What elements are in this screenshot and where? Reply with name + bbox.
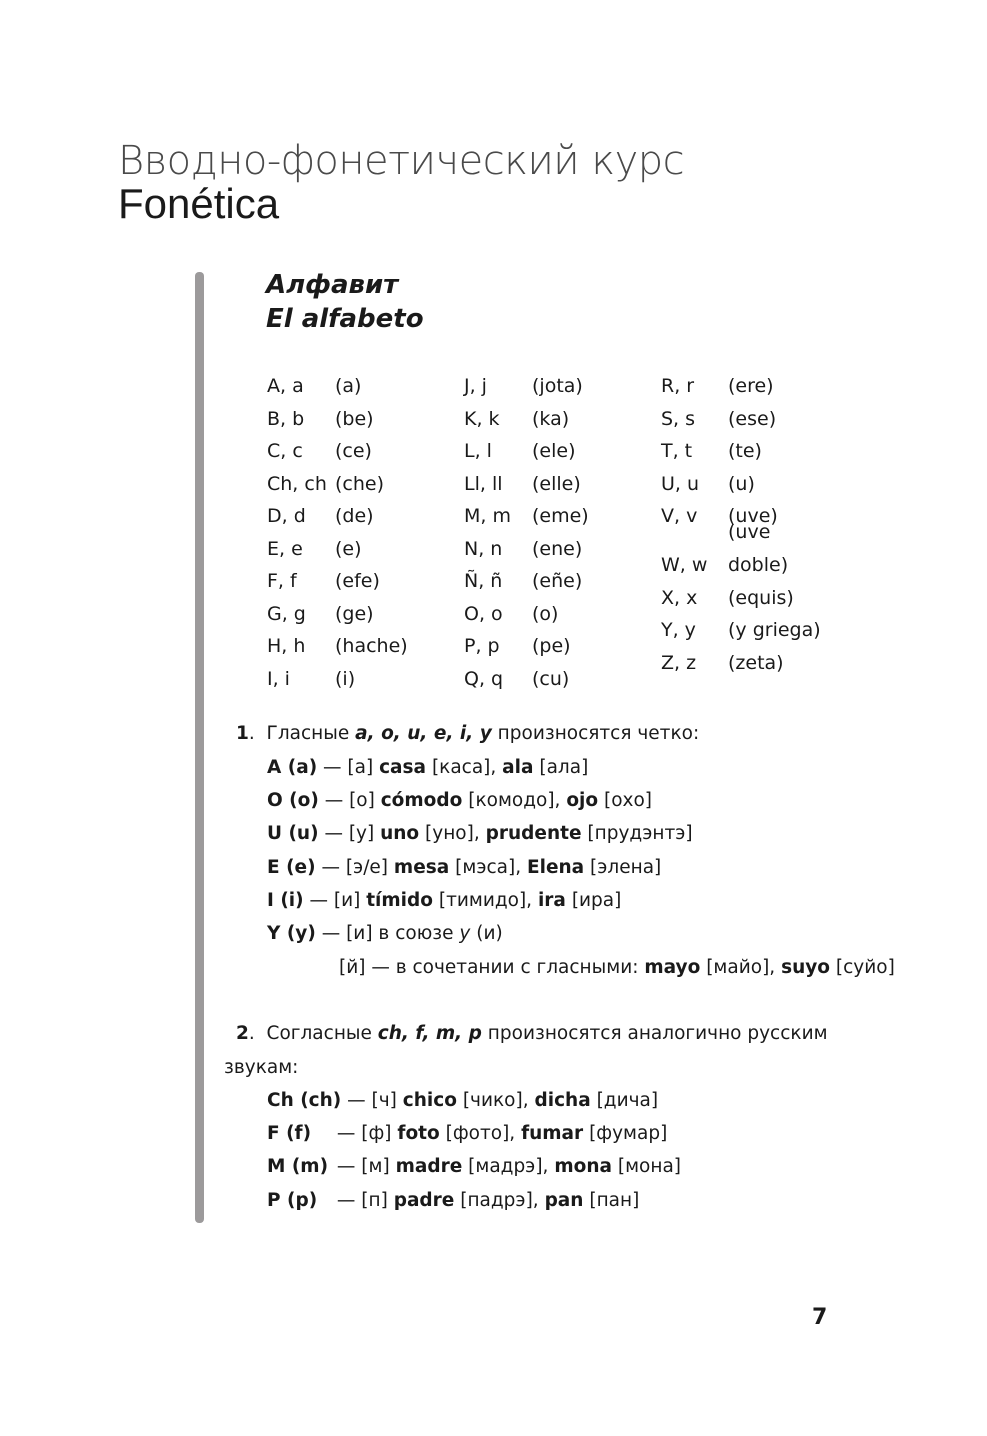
example-transcription: [мадрэ],: [468, 1156, 549, 1177]
alphabet-letter: N, n: [464, 538, 503, 560]
alphabet-letter-name: (cu): [532, 668, 570, 690]
alphabet-letter-name: (ese): [728, 408, 777, 430]
example-word: dicha: [534, 1090, 591, 1111]
vowel-row: [267, 790, 652, 812]
alphabet-letter-name: (e): [335, 538, 362, 560]
example-transcription: [комодо],: [468, 790, 561, 811]
rule-intro-line2: звукам:: [224, 1057, 299, 1078]
example-word: Elena: [526, 857, 585, 878]
example-transcription: [фумар]: [589, 1123, 668, 1144]
example-transcription: [падрэ],: [460, 1190, 539, 1211]
rule-intro-rest: произносятся четко:: [497, 723, 700, 744]
alphabet-letter-name: (i): [335, 668, 356, 690]
alphabet-letter: M, m: [464, 505, 511, 527]
alphabet-letter: Q, q: [464, 668, 504, 690]
vowel-sound: — [и] в союзе: [321, 923, 454, 944]
alphabet-letter: B, b: [267, 408, 305, 430]
alphabet-letter-name: (eme): [532, 505, 589, 527]
example-transcription: [суйо]: [835, 957, 895, 978]
section-title-russian: Алфавит: [266, 270, 399, 300]
example-word: uno: [380, 823, 420, 844]
alphabet-letter-name: (o): [532, 603, 559, 625]
alphabet-letter: P, p: [464, 635, 500, 657]
vowel-label: E (e): [267, 857, 316, 878]
vowel-row: [267, 890, 621, 912]
section-title-spanish: El alfabeto: [266, 304, 424, 334]
example-word: mayo: [644, 957, 701, 978]
alphabet-letter: H, h: [267, 635, 306, 657]
example-transcription: [мэса],: [455, 857, 522, 878]
consonant-label: Ch (ch): [267, 1090, 342, 1111]
rule-number: 1: [236, 723, 249, 744]
example-transcription: [тимидо],: [438, 890, 533, 911]
page-number: 7: [812, 1305, 828, 1330]
page-title-russian: Вводно-фонетический курс: [118, 138, 685, 184]
example-word: prudente: [485, 823, 582, 844]
alphabet-letter: C, c: [267, 440, 303, 462]
example-word: ala: [502, 757, 534, 778]
alphabet-letter: I, i: [267, 668, 290, 690]
alphabet-letter-name: (equis): [728, 587, 794, 609]
vowel-sound: — [и]: [309, 890, 361, 911]
consonant-sound: — [п]: [336, 1190, 388, 1211]
alphabet-letter-name: (de): [335, 505, 374, 527]
example-word: suyo: [781, 957, 831, 978]
alphabet-letter-name: (be): [335, 408, 374, 430]
alphabet-letter: S, s: [661, 408, 696, 430]
alphabet-letter-name: (elle): [532, 473, 581, 495]
vowel-row: [267, 757, 588, 779]
conjunction-word: y: [459, 923, 471, 944]
alphabet-letter: O, o: [464, 603, 503, 625]
consonant-label: P (p): [267, 1190, 318, 1211]
example-transcription: [фото],: [445, 1123, 516, 1144]
alphabet-letter-name: (a): [335, 375, 362, 397]
example-transcription: [элена]: [590, 857, 662, 878]
alphabet-letter-name: (te): [728, 440, 762, 462]
example-word: foto: [397, 1123, 440, 1144]
alphabet-letter-name: (eñe): [532, 570, 583, 592]
example-word: ojo: [566, 790, 599, 811]
example-transcription: [каса],: [431, 757, 497, 778]
alphabet-letter-name: (ere): [728, 375, 774, 397]
alphabet-letter-name: (pe): [532, 635, 571, 657]
alphabet-letter-name: (uve: [728, 521, 771, 543]
alphabet-letter-name: (hache): [335, 635, 408, 657]
alphabet-letter: Ll, ll: [464, 473, 503, 495]
alphabet-letter: L, l: [464, 440, 492, 462]
alphabet-letter: Ñ, ñ: [464, 570, 503, 592]
alphabet-letter: A, a: [267, 375, 304, 397]
alphabet-letter-name: (ge): [335, 603, 374, 625]
conjunction-translation: (и): [476, 923, 503, 944]
consonant-label: F (f): [267, 1123, 312, 1144]
alphabet-letter-name: (che): [335, 473, 385, 495]
vowel-label: U (u): [267, 823, 319, 844]
example-word: mona: [554, 1156, 612, 1177]
rule-intro-text: Согласные: [266, 1023, 372, 1044]
rule-1-heading: 1. Гласные a, o, u, e, i, y произносятся четко:: [236, 723, 700, 744]
example-transcription: [уно],: [425, 823, 480, 844]
rule-letters: ch, f, m, p: [377, 1023, 482, 1044]
alphabet-letter: V, v: [661, 505, 698, 527]
alphabet-letter: F, f: [267, 570, 297, 592]
example-transcription: [пан]: [589, 1190, 640, 1211]
alphabet-letter-name: (ce): [335, 440, 372, 462]
vowel-row: [267, 823, 693, 845]
example-word: pan: [544, 1190, 584, 1211]
example-transcription: [мона]: [617, 1156, 682, 1177]
rule-letters: a, o, u, e, i, y: [355, 723, 492, 744]
alphabet-letter-name: (jota): [532, 375, 583, 397]
alphabet-letter: E, e: [267, 538, 303, 560]
example-transcription: [прудэнтэ]: [587, 823, 693, 844]
consonant-row: [267, 1090, 658, 1112]
vowel-label: O (o): [267, 790, 319, 811]
alphabet-letter: R, r: [661, 375, 695, 397]
consonant-sound: — [ф]: [336, 1123, 392, 1144]
alphabet-letter-name: (efe): [335, 570, 380, 592]
vowel-label: A (a): [267, 757, 318, 778]
alphabet-letter-name: (ele): [532, 440, 576, 462]
alphabet-letter: G, g: [267, 603, 306, 625]
vowel-row: [267, 857, 661, 879]
rule-number: 2: [236, 1023, 249, 1044]
alphabet-letter-name: doble): [728, 554, 789, 576]
alphabet-letter: T, t: [661, 440, 693, 462]
alphabet-letter: Z, z: [661, 652, 697, 674]
example-word: chico: [402, 1090, 457, 1111]
alphabet-letter-name: (ene): [532, 538, 583, 560]
alphabet-letter: W, w: [661, 554, 708, 576]
example-word: tímido: [366, 890, 433, 911]
alphabet-letter: D, d: [267, 505, 306, 527]
vowel-row-y-continued: [339, 957, 895, 979]
consonant-row: [267, 1156, 681, 1178]
consonant-sound: — [м]: [336, 1156, 390, 1177]
consonant-row: [267, 1190, 639, 1212]
consonant-sound: — [ч]: [347, 1090, 397, 1111]
example-transcription: [чико],: [462, 1090, 529, 1111]
alphabet-letter: J, j: [464, 375, 487, 397]
rule-intro-rest: произносятся аналогично русским: [487, 1023, 828, 1044]
example-word: mesa: [393, 857, 450, 878]
rule-intro-text: Гласные: [266, 723, 350, 744]
example-word: fumar: [521, 1123, 584, 1144]
vowel-label: I (i): [267, 890, 304, 911]
alphabet-letter-name: (zeta): [728, 652, 784, 674]
example-transcription: [ира]: [571, 890, 622, 911]
example-transcription: [майо],: [706, 957, 776, 978]
vowel-label: Y (y): [267, 923, 316, 944]
vowel-sound-note: [й] — в сочетании с гласными:: [339, 957, 639, 978]
alphabet-letter: Y, y: [661, 619, 696, 641]
alphabet-letter-name: (ka): [532, 408, 570, 430]
section-side-bar: [195, 272, 204, 1223]
example-word: cómodo: [380, 790, 463, 811]
example-transcription: [дича]: [596, 1090, 659, 1111]
alphabet-letter-name: (y griega): [728, 619, 821, 641]
consonant-label: M (m): [267, 1156, 329, 1177]
example-word: casa: [379, 757, 427, 778]
vowel-sound: — [а]: [323, 757, 374, 778]
example-word: madre: [395, 1156, 463, 1177]
rule-2-heading: 2. Согласные ch, f, m, p произносятся аналогично русским: [236, 1023, 828, 1044]
consonant-row: [267, 1123, 667, 1145]
vowel-sound: — [о]: [324, 790, 375, 811]
alphabet-letter: X, x: [661, 587, 698, 609]
alphabet-letter: Ch, ch: [267, 473, 327, 495]
alphabet-letter: K, k: [464, 408, 500, 430]
page-title-spanish: Fonética: [118, 180, 280, 227]
example-transcription: [ала]: [539, 757, 589, 778]
example-word: ira: [537, 890, 566, 911]
vowel-sound: — [э/е]: [321, 857, 389, 878]
vowel-row-y: [267, 923, 503, 945]
alphabet-letter: U, u: [661, 473, 700, 495]
example-transcription: [охо]: [603, 790, 653, 811]
alphabet-letter-name: (u): [728, 473, 755, 495]
example-word: padre: [393, 1190, 455, 1211]
alphabet-letter-name: (uve): [728, 505, 778, 527]
vowel-sound: — [у]: [324, 823, 375, 844]
